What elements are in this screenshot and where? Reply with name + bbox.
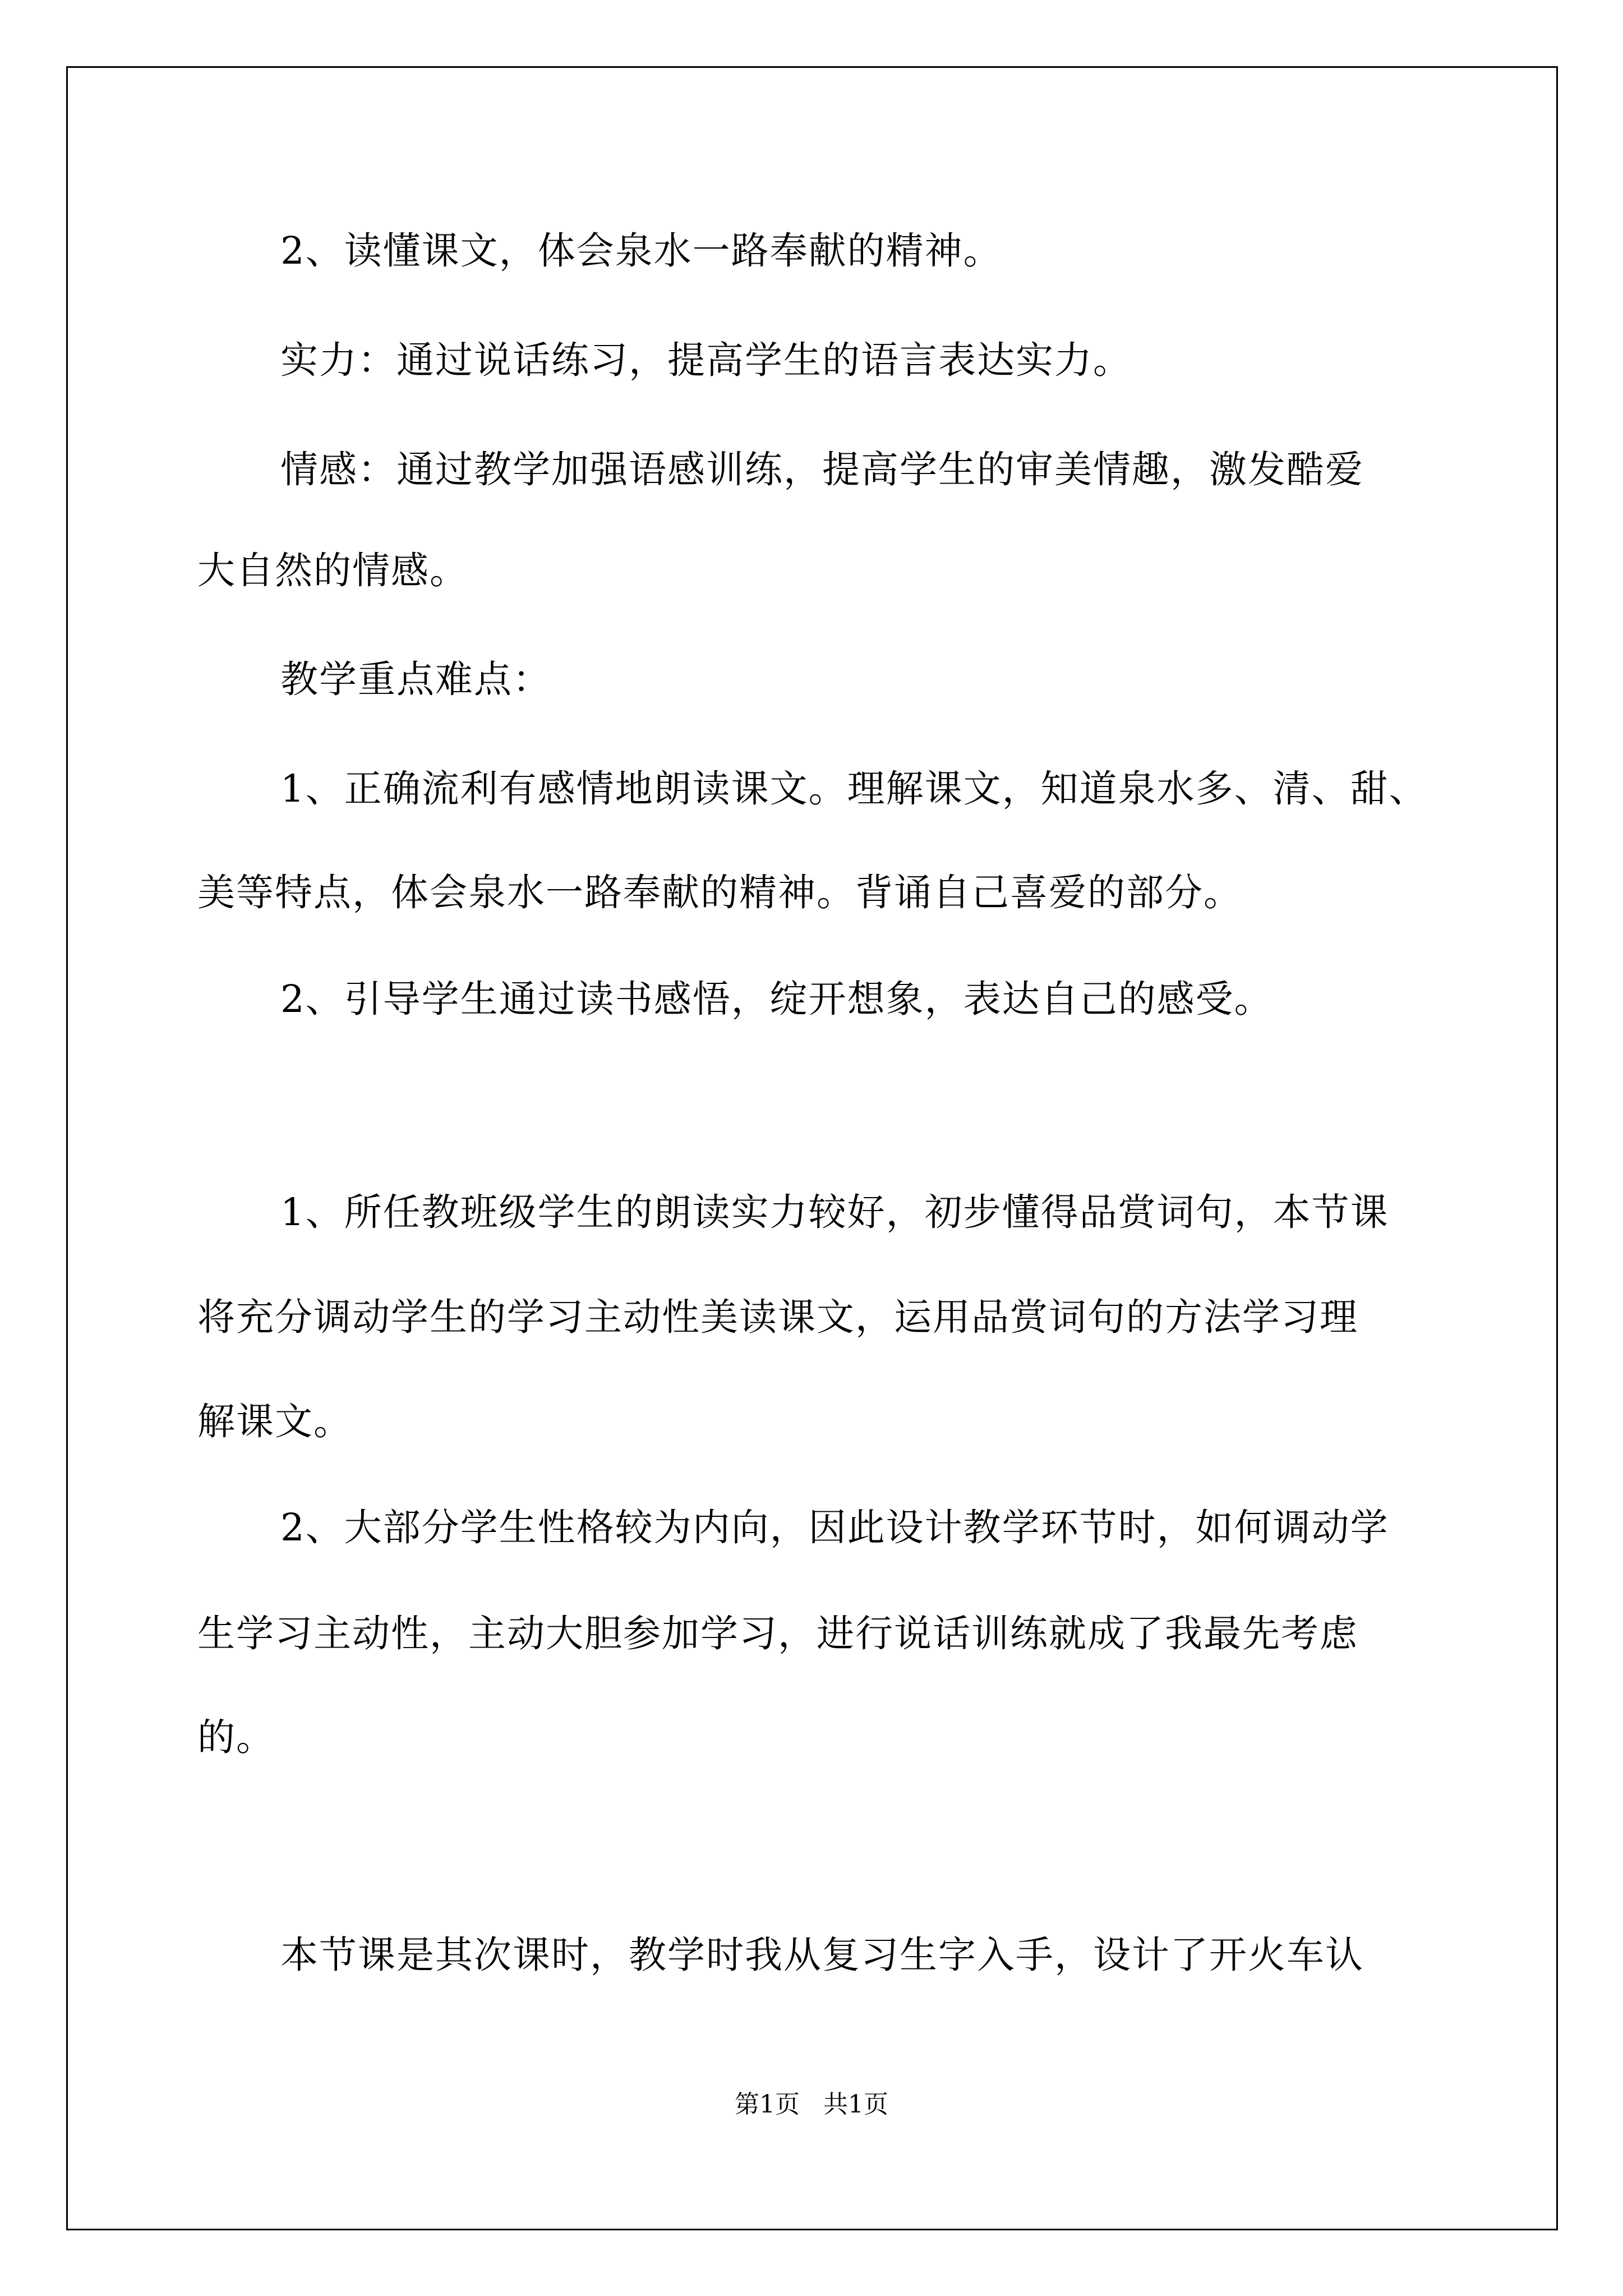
- page-border: [66, 66, 1558, 2230]
- text-line: 教学重点难点：: [280, 657, 551, 701]
- text-line: 情感：通过教学加强语感训练，提高学生的审美情趣，激发酷爱: [280, 448, 1364, 491]
- text-line: 美等特点，体会泉水一路奉献的精神。背诵自己喜爱的部分。: [197, 871, 1242, 914]
- text-line: 的。: [197, 1715, 275, 1759]
- text-line: 大自然的情感。: [197, 549, 468, 592]
- text-line: 2、读懂课文，体会泉水一路奉献的精神。: [280, 229, 1002, 273]
- text-line: 1、正确流利有感情地朗读课文。理解课文，知道泉水多、清、甜、: [280, 767, 1428, 811]
- page-indicator: 第1页 共1页: [735, 2090, 888, 2119]
- text-line: 2、大部分学生性格较为内向，因此设计教学环节时，如何调动学: [280, 1506, 1389, 1549]
- text-line: 解课文。: [197, 1400, 352, 1443]
- text-line: 实力：通过说话练习，提高学生的语言表达实力。: [280, 338, 1132, 382]
- text-line: 生学习主动性，主动大胆参加学习，进行说话训练就成了我最先考虑: [197, 1612, 1358, 1655]
- text-line: 2、引导学生通过读书感悟，绽开想象，表达自己的感受。: [280, 977, 1273, 1021]
- text-line: 将充分调动学生的学习主动性美读课文，运用品赏词句的方法学习理: [197, 1295, 1358, 1339]
- text-line: 本节课是其次课时，教学时我从复习生字入手，设计了开火车认: [280, 1933, 1364, 1977]
- text-line: 1、所任教班级学生的朗读实力较好，初步懂得品赏词句，本节课: [280, 1190, 1389, 1234]
